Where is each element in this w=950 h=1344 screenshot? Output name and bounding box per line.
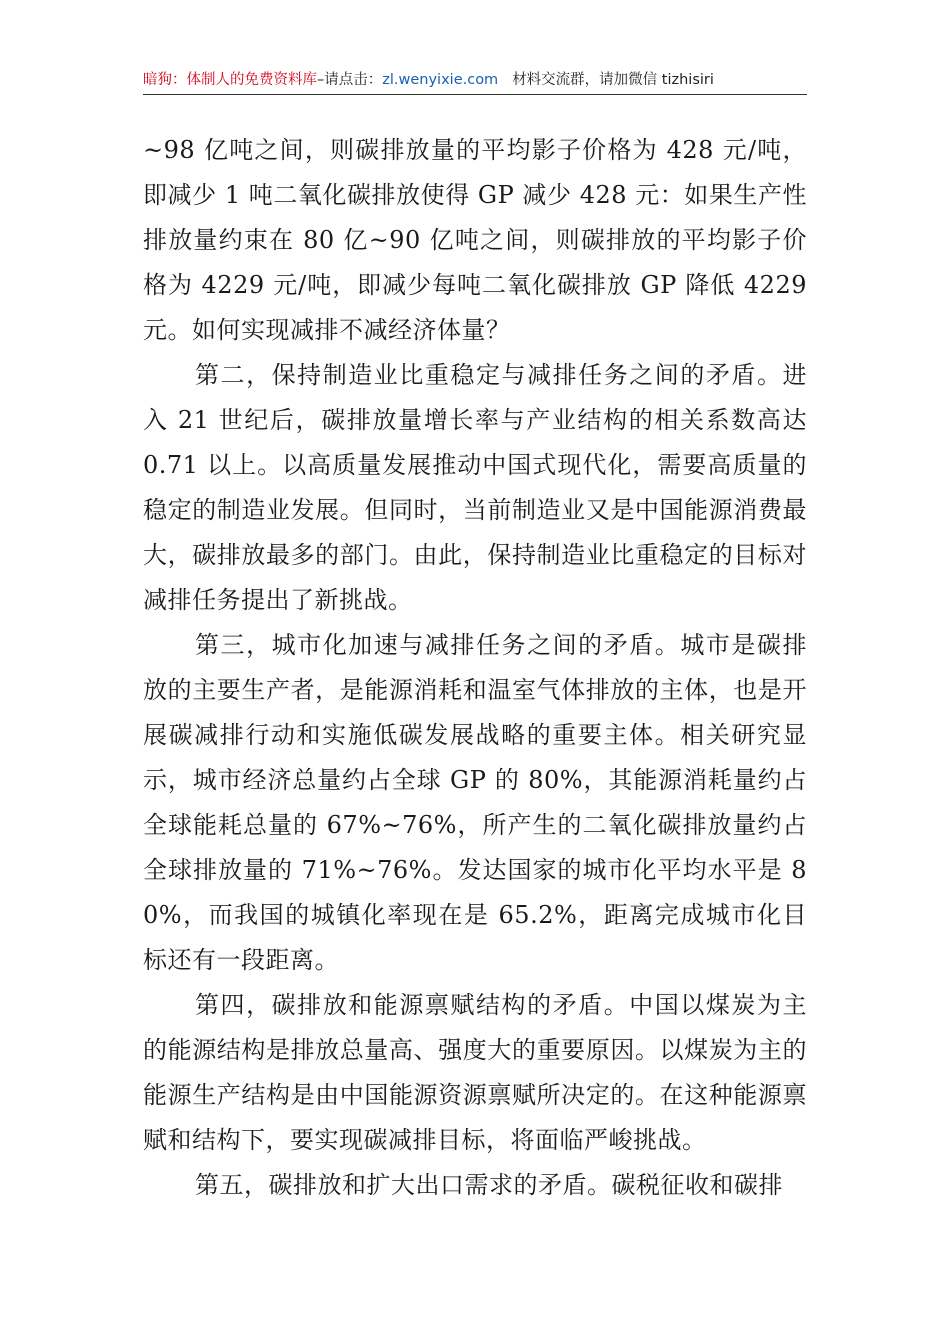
header-url-link[interactable]: zl.wenyixie.com [382, 72, 499, 88]
header-group-note: 材料交流群，请加微信 tizhisiri [512, 72, 714, 88]
page-header [143, 70, 807, 95]
document-body [143, 128, 807, 1208]
paragraph-fourth-contradiction: 第四，碳排放和能源禀赋结构的矛盾。中国以煤炭为主的能源结构是排放总量高、强度大的重要原因。以煤炭为主的能源生产结构是由中国能源资源禀赋所决定的。在这种能源禀赋和结构下，要实现碳减排目标，将面临严峻挑战。 [143, 991, 807, 1154]
header-click-prompt: –请点击： [317, 72, 383, 88]
paragraph-fifth-contradiction: 第五，碳排放和扩大出口需求的矛盾。碳税征收和碳排 [195, 1171, 783, 1199]
paragraph-second-contradiction: 第二，保持制造业比重稳定与减排任务之间的矛盾。进入 21 世纪后，碳排放量增长率与产业结构的相关系数高达 0.71 以上。以高质量发展推动中国式现代化，需要高质量的稳定的制造业发展。但同时，当前制造业又是中国能源消费最大，碳排放最多的部门。由此，保持制造业比重稳定的目标对减排任务提出了新挑战。 [143, 361, 807, 614]
paragraph-continuation: ~98 亿吨之间，则碳排放量的平均影子价格为 428 元/吨，即减少 1 吨二氧化碳排放使得 GP 减少 428 元：如果生产性排放量约束在 80 亿~90 亿吨之间，则碳排放的平均影子价格为 4229 元/吨，即减少每吨二氧化碳排放 GP 降低 4229 元。如何实现减排不减经济体量？ [143, 136, 807, 344]
header-brand: 暗狗：体制人的免费资料库 [143, 72, 317, 88]
paragraph-third-contradiction: 第三，城市化加速与减排任务之间的矛盾。城市是碳排放的主要生产者，是能源消耗和温室气体排放的主体，也是开展碳减排行动和实施低碳发展战略的重要主体。相关研究显示，城市经济总量约占全球 GP 的 80%，其能源消耗量约占全球能耗总量的 67%~76%，所产生的二氧化碳排放量约占全球排放量的 71%~76%。发达国家的城市化平均水平是 80%，而我国的城镇化率现在是 65.2%，距离完成城市化目标还有一段距离。 [143, 631, 807, 974]
